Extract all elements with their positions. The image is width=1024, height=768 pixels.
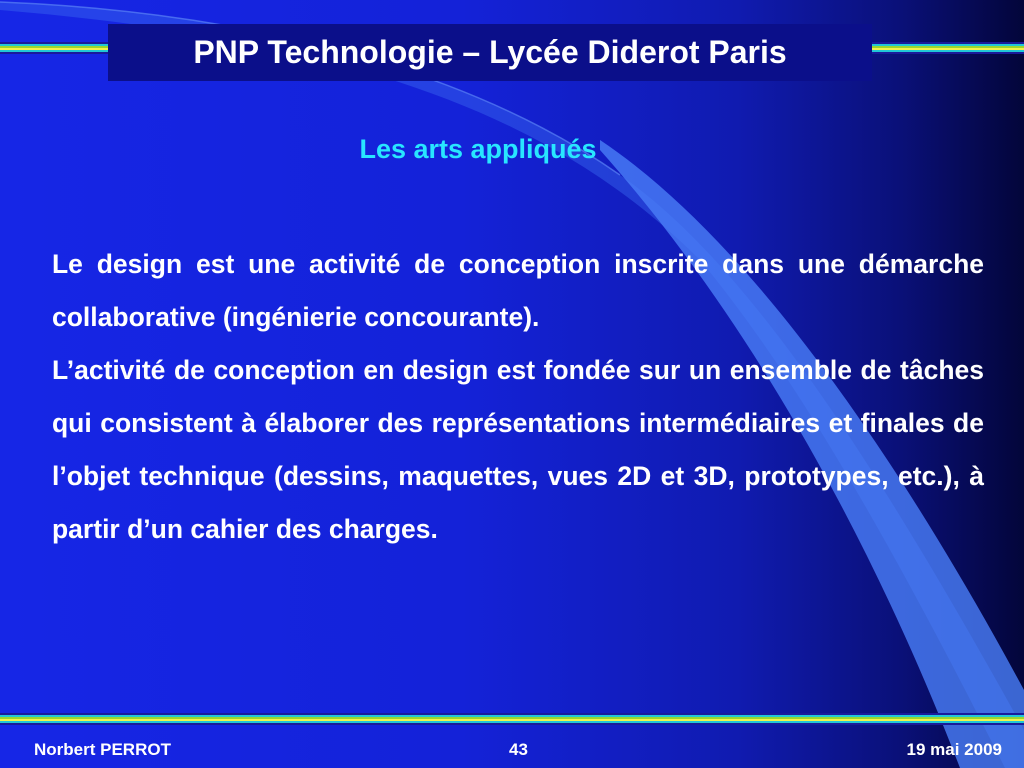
bottom-color-stripe <box>0 713 1024 725</box>
header-title: PNP Technologie – Lycée Diderot Paris <box>193 34 787 70</box>
footer-author: Norbert PERROT <box>34 740 171 759</box>
body-paragraph: Le design est une activité de conception inscrite dans une démarche collaborative (ingénierie concourante). <box>52 249 984 332</box>
slide-subtitle: Les arts appliqués <box>359 134 597 164</box>
body-paragraph: L’activité de conception en design est fondée sur un ensemble de tâches qui consistent à élaborer des représentations intermédiaires et finales de l’objet technique (dessins, maquettes, vues 2D et 3D, prototypes, etc.), à partir d’un cahier des charges. <box>52 355 984 544</box>
footer-date: 19 mai 2009 <box>906 740 1002 759</box>
header-title-box <box>108 24 872 81</box>
slide-body <box>52 238 984 556</box>
footer-page-number: 43 <box>509 740 528 759</box>
